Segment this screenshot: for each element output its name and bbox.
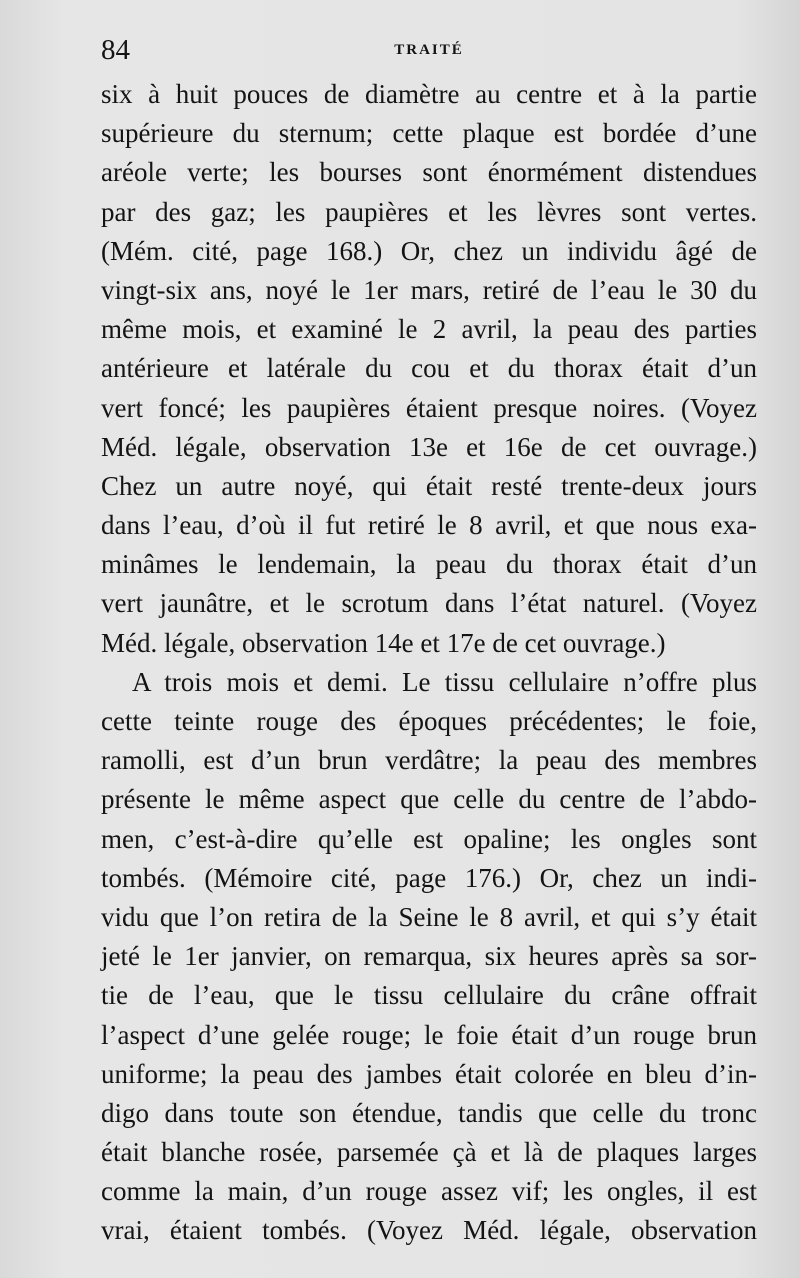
- text-line: antérieure et latérale du cou et du thorax était d’un: [101, 353, 757, 384]
- text-line: vrai, étaient tombés. (Voyez Méd. légale, observation: [101, 1215, 757, 1246]
- text-line: aréole verte; les bourses sont énormément distendues: [101, 157, 757, 188]
- text-line: digo dans toute son étendue, tandis que celle du tronc: [101, 1097, 757, 1128]
- text-line: cette teinte rouge des époques précédentes; le foie,: [101, 706, 757, 736]
- text-line: ramolli, est d’un brun verdâtre; la peau des membres: [101, 745, 757, 776]
- text-line: vert foncé; les paupières étaient presque noires. (Voyez: [101, 392, 757, 423]
- text-line: Chez un autre noyé, qui était resté trente-deux jours: [101, 470, 757, 501]
- running-title: TRAITÉ: [394, 42, 464, 58]
- text-line: Méd. légale, observation 13e et 16e de cet ouvrage.): [101, 431, 757, 462]
- text-line: tie de l’eau, que le tissu cellulaire du crâne offrait: [101, 980, 757, 1011]
- text-line: dans l’eau, d’où il fut retiré le 8 avril, et que nous exa-: [101, 510, 757, 541]
- text-line: tombés. (Mémoire cité, page 176.) Or, chez un indi-: [101, 862, 757, 893]
- text-line: était blanche rosée, parsemée çà et là de plaques larges: [101, 1137, 757, 1168]
- text-line: six à huit pouces de diamètre au centre et à la partie: [101, 79, 757, 109]
- text-line: par des gaz; les paupières et les lèvres sont vertes.: [101, 196, 757, 227]
- text-line: présente le même aspect que celle du centre de l’abdo-: [101, 784, 757, 815]
- text-line: jeté le 1er janvier, on remarqua, six heures après sa sor-: [101, 941, 757, 972]
- text-line: (Mém. cité, page 168.) Or, chez un individu âgé de: [101, 235, 757, 266]
- text-line: même mois, et examiné le 2 avril, la peau des parties: [101, 314, 757, 345]
- text-line: comme la main, d’un rouge assez vif; les ongles, il est: [101, 1176, 757, 1207]
- text-line: vingt-six ans, noyé le 1er mars, retiré de l’eau le 30 du: [101, 274, 757, 305]
- text-line: minâmes le lendemain, la peau du thorax était d’un: [101, 549, 757, 580]
- page-header: [101, 30, 757, 70]
- text-line: uniforme; la peau des jambes était colorée en bleu d’in-: [101, 1058, 757, 1089]
- text-line: Méd. légale, observation 14e et 17e de cet ouvrage.): [101, 627, 666, 658]
- text-line: vert jaunâtre, et le scrotum dans l’état naturel. (Voyez: [101, 588, 757, 619]
- page-number: 84: [101, 34, 130, 66]
- body-text: [101, 75, 757, 1251]
- text-line: supérieure du sternum; cette plaque est bordée d’une: [101, 118, 757, 149]
- text-line: l’aspect d’une gelée rouge; le foie était d’un rouge brun: [101, 1019, 757, 1050]
- text-line: men, c’est-à-dire qu’elle est opaline; les ongles sont: [101, 823, 757, 854]
- text-line: A trois mois et demi. Le tissu cellulaire n’offre plus: [132, 666, 757, 697]
- text-line: vidu que l’on retira de la Seine le 8 avril, et qui s’y était: [101, 901, 757, 932]
